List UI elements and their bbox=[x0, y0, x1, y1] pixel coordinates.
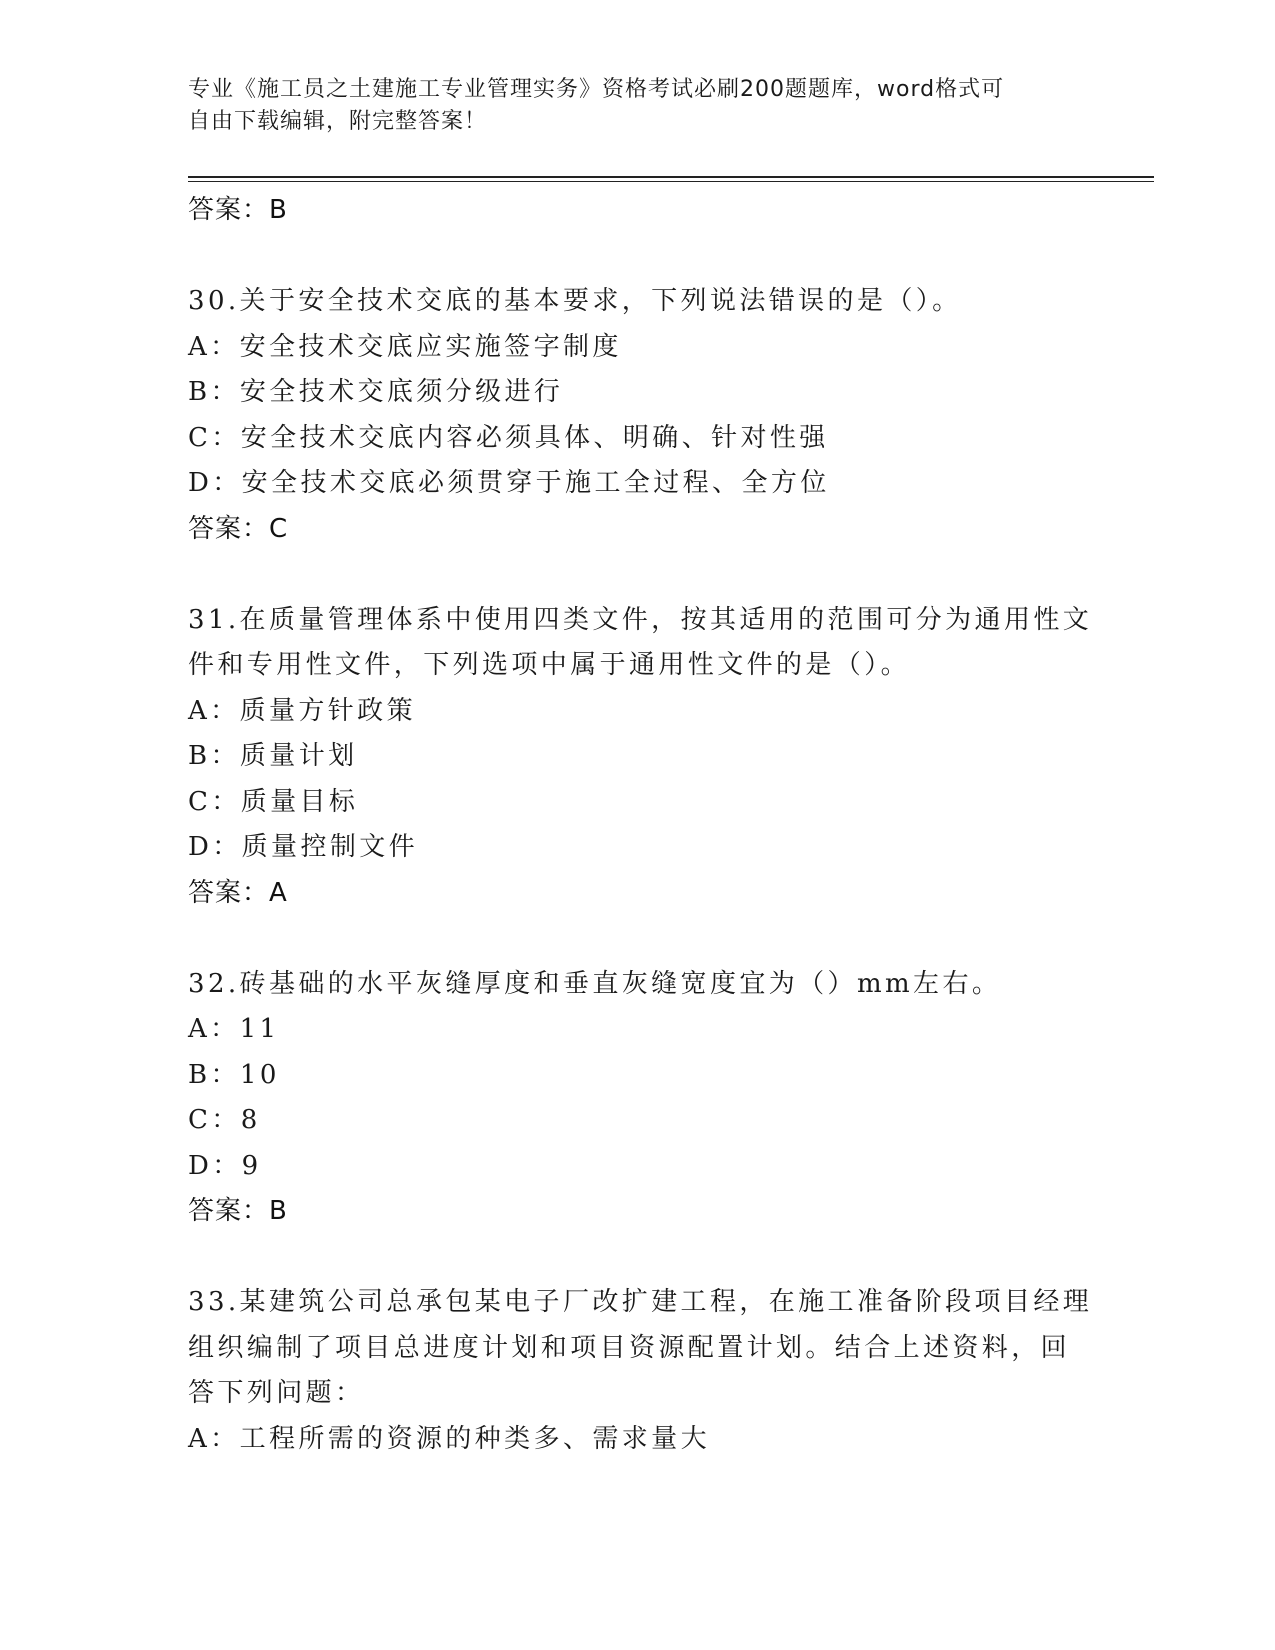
question-32 bbox=[188, 962, 1088, 1235]
option-a: A：质量方针政策 bbox=[188, 695, 416, 726]
spacer bbox=[188, 234, 1088, 280]
option-a: A：安全技术交底应实施签字制度 bbox=[188, 331, 622, 362]
spacer bbox=[188, 916, 1088, 962]
question-30 bbox=[188, 279, 1088, 552]
option-c: C：质量目标 bbox=[188, 786, 359, 817]
option-c: C：8 bbox=[188, 1105, 261, 1135]
answer-label: 答案：C bbox=[188, 513, 289, 544]
question-stem: 33.某建筑公司总承包某电子厂改扩建工程，在施工准备阶段项目经理 bbox=[188, 1287, 1093, 1317]
option-b: B：安全技术交底须分级进行 bbox=[188, 377, 564, 407]
option-b: B：质量计划 bbox=[188, 741, 358, 771]
header-line-2: 自由下载编辑，附完整答案！ bbox=[188, 109, 488, 134]
option-d: D：安全技术交底必须贯穿于施工全过程、全方位 bbox=[188, 468, 830, 498]
header-divider bbox=[188, 176, 1154, 182]
header-line-1: 专业《施工员之土建施工专业管理实务》资格考试必刷200题题库，word格式可 bbox=[188, 77, 1005, 102]
question-stem: 答下列问题： bbox=[188, 1378, 365, 1408]
option-d: D：质量控制文件 bbox=[188, 832, 419, 862]
question-list bbox=[188, 188, 1093, 1462]
question-stem: 32.砖基础的水平灰缝厚度和垂直灰缝宽度宜为（）mm左右。 bbox=[188, 968, 1002, 999]
question-stem: 件和专用性文件，下列选项中属于通用性文件的是（）。 bbox=[188, 650, 911, 680]
spacer bbox=[188, 1235, 1088, 1281]
question-31 bbox=[188, 598, 1093, 917]
option-a: A：工程所需的资源的种类多、需求量大 bbox=[188, 1423, 710, 1454]
question-33 bbox=[188, 1280, 1093, 1462]
question-stem: 组织编制了项目总进度计划和项目资源配置计划。结合上述资料，回 bbox=[188, 1332, 1071, 1363]
question-stem: 30.关于安全技术交底的基本要求，下列说法错误的是（）。 bbox=[188, 286, 962, 316]
answer-label: 答案：A bbox=[188, 877, 288, 908]
page-header bbox=[188, 74, 1068, 138]
answer-label: 答案：B bbox=[188, 1196, 288, 1226]
question-stem: 31.在质量管理体系中使用四类文件，按其适用的范围可分为通用性文 bbox=[188, 604, 1093, 635]
option-a: A：11 bbox=[188, 1014, 280, 1044]
option-c: C：安全技术交底内容必须具体、明确、针对性强 bbox=[188, 422, 829, 453]
spacer bbox=[188, 552, 1088, 598]
option-b: B：10 bbox=[188, 1059, 280, 1090]
option-d: D：9 bbox=[188, 1150, 262, 1181]
previous-answer: 答案：B bbox=[188, 195, 288, 225]
